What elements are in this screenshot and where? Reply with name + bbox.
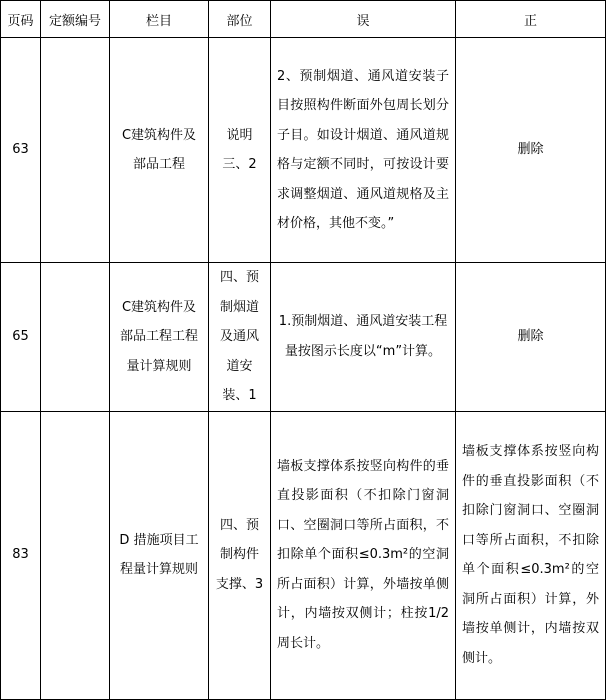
right-cell: 删除 [456, 38, 606, 263]
location-cell: 说明三、2 [209, 38, 271, 263]
location-cell: 四、预制烟道及通风道安装、1 [209, 263, 271, 412]
wrong-cell: 2、预制烟道、通风道安装子目按照构件断面外包周长划分子目。如设计烟道、通风道规格与定额不同时，可按设计要求调整烟道、通风道规格及主材价格，其他不变。” [271, 38, 456, 263]
section-cell: D 措施项目工程量计算规则 [110, 411, 209, 699]
header-row [1, 1, 606, 38]
right-cell: 删除 [456, 263, 606, 412]
page-cell: 65 [1, 263, 41, 412]
table-row [1, 411, 606, 699]
header-right: 正 [456, 1, 606, 38]
header-section: 栏目 [110, 1, 209, 38]
wrong-cell: 墙板支撑体系按竖向构件的垂直投影面积（不扣除门窗洞口、空圈洞口等所占面积，不扣除单个面积≤0.3m²的空洞所占面积）计算，外墙按单侧计，内墙按双侧计；柱按1/2周长计。 [271, 411, 456, 699]
header-location: 部位 [209, 1, 271, 38]
header-wrong: 误 [271, 1, 456, 38]
code-cell [41, 411, 110, 699]
page-cell: 63 [1, 38, 41, 263]
code-cell [41, 38, 110, 263]
wrong-cell: 1.预制烟道、通风道安装工程量按图示长度以“m”计算。 [271, 263, 456, 412]
section-cell: C建筑构件及部品工程工程量计算规则 [110, 263, 209, 412]
code-cell [41, 263, 110, 412]
section-cell: C建筑构件及部品工程 [110, 38, 209, 263]
table-row [1, 38, 606, 263]
location-cell: 四、预制构件支撑、3 [209, 411, 271, 699]
right-cell: 墙板支撑体系按竖向构件的垂直投影面积（不扣除门窗洞口、空圈洞口等所占面积，不扣除单个面积≤0.3m²的空洞所占面积）计算，外墙按单侧计，内墙按双侧计。 [456, 411, 606, 699]
table-row [1, 263, 606, 412]
page-cell: 83 [1, 411, 41, 699]
header-code: 定额编号 [41, 1, 110, 38]
header-page: 页码 [1, 1, 41, 38]
